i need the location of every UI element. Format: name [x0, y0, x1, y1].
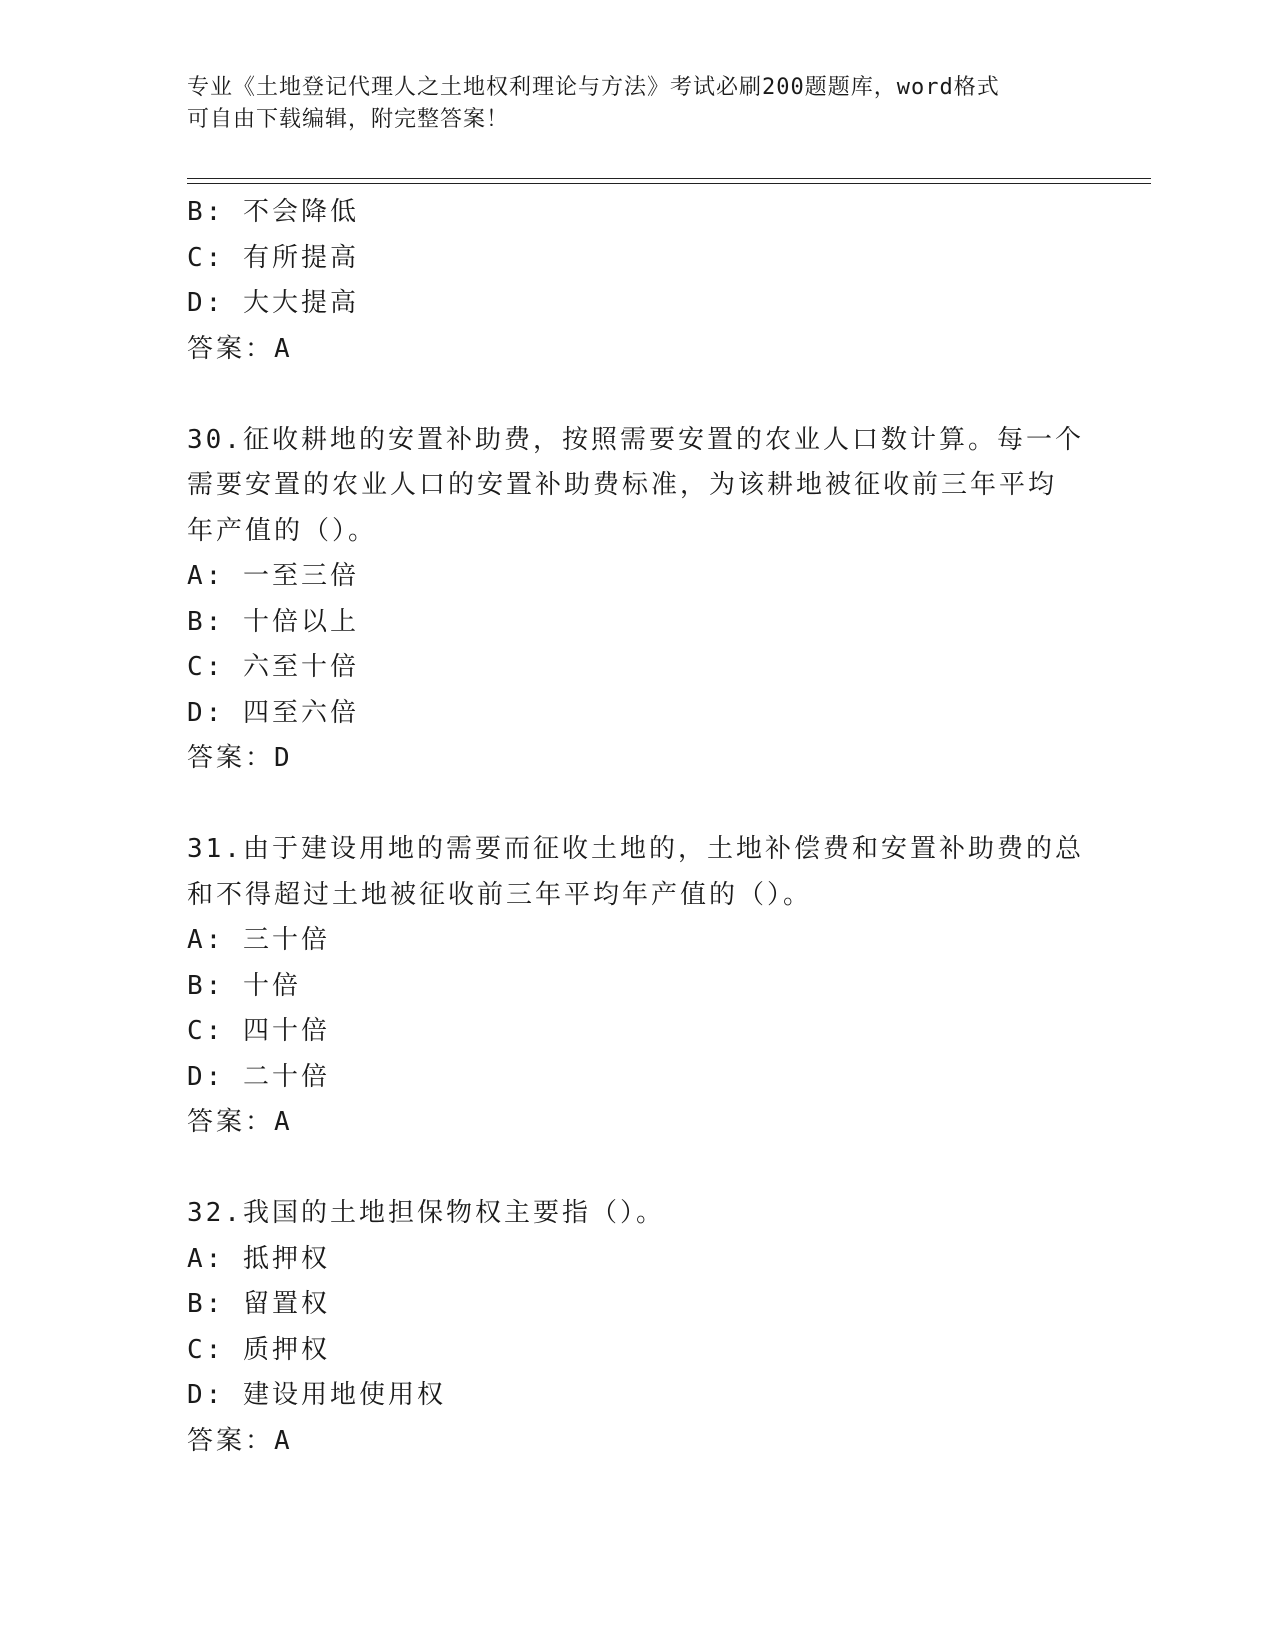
spacer: [187, 1146, 1087, 1192]
option-a: A: 三十倍: [187, 925, 330, 955]
question-text-line: 需要安置的农业人口的安置补助费标准，为该耕地被征收前三年平均: [187, 470, 1058, 500]
question-text-line: 32.我国的土地担保物权主要指（）。: [187, 1198, 665, 1228]
question-text-line: 和不得超过土地被征收前三年平均年产值的（）。: [187, 879, 813, 910]
answer-line: 答案：A: [187, 1425, 293, 1456]
option-a: A: 一至三倍: [187, 561, 359, 591]
question-block-30: [187, 418, 1087, 782]
option-d: D: 二十倍: [187, 1061, 330, 1092]
question-text-line: 年产值的（）。: [187, 515, 378, 546]
option-d: D: 建设用地使用权: [187, 1380, 446, 1410]
header-divider-bottom: [187, 183, 1151, 184]
question-block-31: [187, 827, 1087, 1146]
option-c: C: 四十倍: [187, 1016, 330, 1046]
header-line-1: 专业《土地登记代理人之土地权利理论与方法》考试必刷200题题库，word格式: [187, 75, 1000, 100]
option-c: C: 六至十倍: [187, 652, 359, 682]
answer-line: 答案：A: [187, 1107, 293, 1137]
answer-line: 答案：A: [187, 333, 293, 364]
option-d: D: 大大提高: [187, 288, 359, 318]
question-block-32: [187, 1191, 1087, 1464]
option-a: A: 抵押权: [187, 1243, 330, 1274]
header-divider-top: [187, 178, 1151, 179]
option-b: B: 留置权: [187, 1289, 330, 1319]
option-c: C: 质押权: [187, 1334, 330, 1365]
document-body: [187, 190, 1087, 1464]
option-c: C: 有所提高: [187, 242, 359, 273]
option-b: B: 十倍以上: [187, 606, 359, 637]
question-text-line: 31.由于建设用地的需要而征收土地的，土地补偿费和安置补助费的总: [187, 834, 1084, 864]
document-header: [187, 72, 1087, 136]
option-b: B: 十倍: [187, 970, 301, 1001]
spacer: [187, 372, 1087, 418]
option-d: D: 四至六倍: [187, 697, 359, 728]
answer-line: 答案：D: [187, 743, 293, 773]
question-block-partial: [187, 190, 1087, 372]
spacer: [187, 782, 1087, 828]
option-b: B: 不会降低: [187, 197, 359, 227]
header-line-2: 可自由下载编辑，附完整答案！: [187, 107, 510, 132]
question-text-line: 30.征收耕地的安置补助费，按照需要安置的农业人口数计算。每一个: [187, 424, 1084, 455]
